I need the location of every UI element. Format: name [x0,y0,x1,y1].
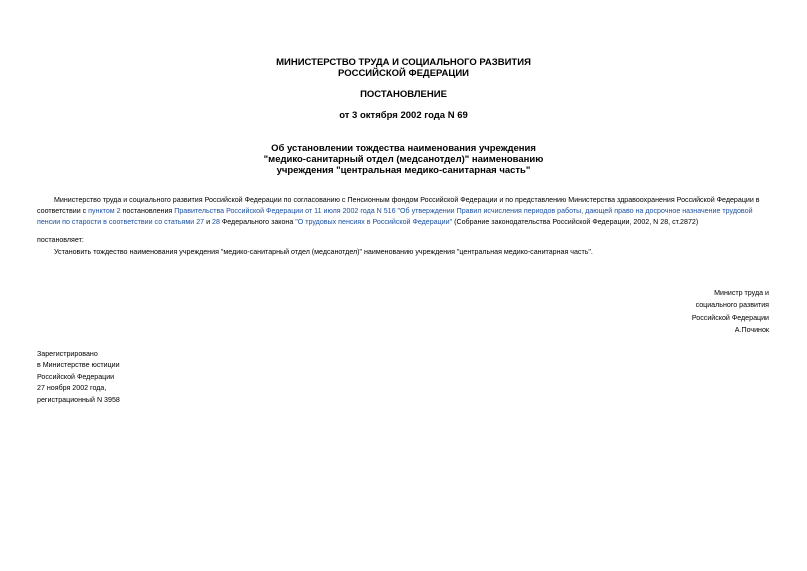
preamble-text-b: постановления [120,206,175,215]
document-title-line2: "медико-санитарный отдел (медсанотдел)" наименованию [263,154,544,165]
signature-line1: Министр труда и [714,289,769,297]
link-government-decree-516[interactable]: Правительства Российской Федерации от 11 июля 2002 года N 516 "Об утверждении Правил исчисления периодов работы, дающей право на досрочное назначение трудовой пенсии по старости в соответствии со статьями 27 [37,206,753,226]
registration-line1: Зарегистрировано [37,350,98,358]
document-title [0,143,807,176]
link-punkt-2[interactable]: пунктом 2 [88,206,121,215]
registration-line2: в Министерстве юстиции [37,361,120,370]
document-type: ПОСТАНОВЛЕНИЕ [360,89,447,100]
signature-line3: Российской Федерации [691,313,769,322]
operative-paragraph: Установить тождество наименования учреждения "медико-санитарный отдел (медсанотдел)" наименованию учреждения "центральная медико-санитарная часть". [54,248,593,256]
registration-block [37,349,237,406]
signature-line2: социального развития [695,301,769,310]
signature-line4: А.Починок [734,325,769,334]
registration-line3: Российской Федерации [37,372,115,381]
ministry-heading-line2: РОССИЙСКОЙ ФЕДЕРАЦИИ [337,68,469,79]
preamble-text-c: и [204,217,213,226]
preamble-paragraph [37,195,772,227]
document-title-line1: Об установлении тождества наименования учреждения [271,143,536,154]
ministry-heading-line1: МИНИСТЕРСТВО ТРУДА И СОЦИАЛЬНОГО РАЗВИТИЯ [276,57,531,68]
ministry-heading [0,57,807,79]
link-labor-pensions-law[interactable]: "О трудовых пенсиях в Российской Федерации" [295,217,453,226]
preamble-text-e: (Собрание законодательства Российской Федерации, 2002, N 28, ст.2872) [452,217,699,226]
signature-block [609,287,769,336]
document-date-number: от 3 октября 2002 года N 69 [339,110,468,121]
link-article-28[interactable]: 28 [212,217,220,226]
registration-line5: регистрационный N 3958 [37,395,120,404]
registration-line4: 27 ноября 2002 года, [37,384,107,393]
decree-word: постановляет: [37,236,84,244]
preamble-text-d: Федерального закона [219,217,296,226]
document-title-line3: учреждения "центральная медико-санитарная часть" [276,165,531,176]
preamble-text-a: Министерство труда и социального развития Российской Федерации по согласованию с Пенсионным фондом Российской Федерации и по представлению Министерства здравоохранения Российской Федерации в соответствии с [37,196,760,215]
